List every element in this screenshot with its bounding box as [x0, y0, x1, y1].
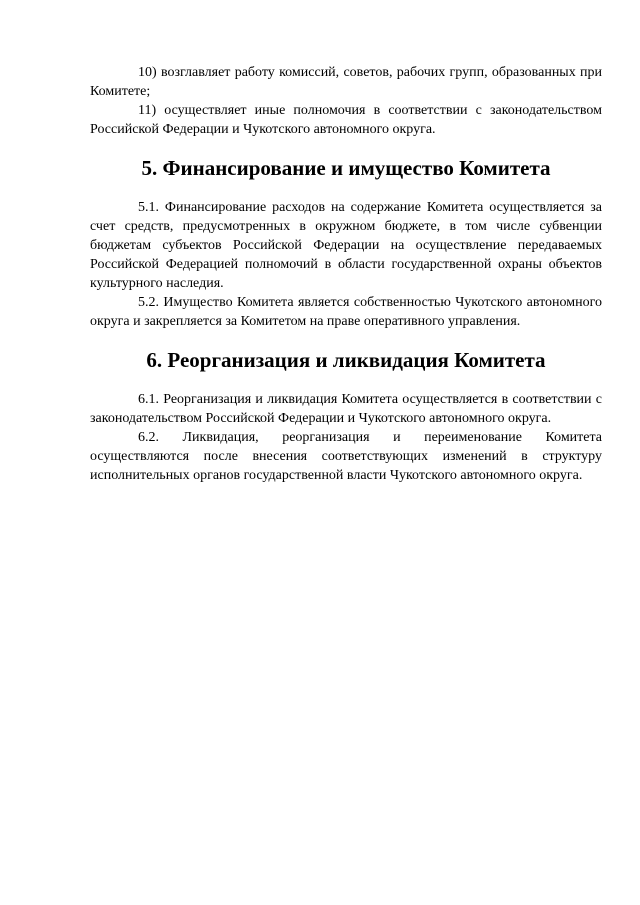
section-6-title: 6. Реорганизация и ликвидация Комитета	[146, 348, 546, 372]
list-item-11: 11) осуществляет иные полномочия в соответствии с законодательством Российской Федерации и Чукотского автономного округа.	[90, 103, 602, 137]
document-page	[90, 63, 602, 485]
section-5-title: 5. Финансирование и имущество Комитета	[141, 156, 551, 180]
paragraph-6-1: 6.1. Реорганизация и ликвидация Комитета осуществляется в соответствии с законодательством Российской Федерации и Чукотского автономного округа.	[90, 392, 602, 426]
paragraph-6-2: 6.2. Ликвидация, реорганизация и переименование Комитета осуществляются после внесения соответствующих изменений в структуру исполнительных органов государственной власти Чукотского автономного округа.	[90, 430, 602, 483]
paragraph-5-2: 5.2. Имущество Комитета является собственностью Чукотского автономного округа и закрепляется за Комитетом на праве оперативного управления.	[90, 295, 602, 329]
paragraph-5-1: 5.1. Финансирование расходов на содержание Комитета осуществляется за счет средств, предусмотренных в окружном бюджете, в том числе субвенции бюджетам субъектов Российской Федерации на осуществление передаваемых Российской Федерацией полномочий в области государственной охраны объектов культурного наследия.	[90, 200, 602, 291]
list-item-10: 10) возглавляет работу комиссий, советов, рабочих групп, образованных при Комитете;	[90, 65, 602, 99]
